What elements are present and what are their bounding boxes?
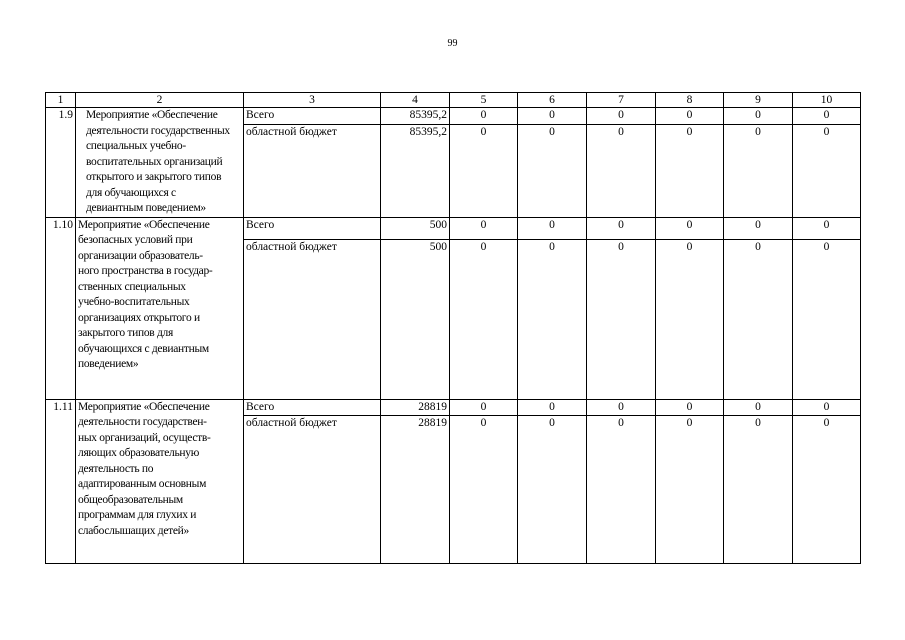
funding-source: Всего <box>244 399 381 416</box>
amount-cell: 0 <box>793 108 861 125</box>
amount-cell: 0 <box>656 124 724 217</box>
column-header: 7 <box>587 93 656 108</box>
amount-cell: 0 <box>656 399 724 416</box>
amount-cell: 0 <box>724 416 793 564</box>
amount-cell: 0 <box>518 217 587 239</box>
amount-cell: 0 <box>450 124 518 217</box>
column-header-row <box>46 93 861 108</box>
row-number: 1.9 <box>46 108 76 218</box>
amount-cell: 0 <box>450 217 518 239</box>
budget-table <box>45 92 861 564</box>
amount-cell: 500 <box>381 239 450 399</box>
funding-source: областной бюджет <box>244 124 381 217</box>
amount-cell: 0 <box>518 239 587 399</box>
column-header: 5 <box>450 93 518 108</box>
column-header: 9 <box>724 93 793 108</box>
amount-cell: 0 <box>587 124 656 217</box>
funding-source: областной бюджет <box>244 416 381 564</box>
amount-cell: 0 <box>656 108 724 125</box>
column-header: 2 <box>76 93 244 108</box>
funding-source: Всего <box>244 217 381 239</box>
amount-cell: 0 <box>587 239 656 399</box>
table-row <box>46 217 861 239</box>
amount-cell: 0 <box>518 399 587 416</box>
amount-cell: 0 <box>518 124 587 217</box>
amount-cell: 0 <box>793 399 861 416</box>
amount-cell: 0 <box>518 108 587 125</box>
column-header: 6 <box>518 93 587 108</box>
amount-cell: 0 <box>724 399 793 416</box>
amount-cell: 85395,2 <box>381 108 450 125</box>
column-header: 4 <box>381 93 450 108</box>
amount-cell: 500 <box>381 217 450 239</box>
amount-cell: 0 <box>656 239 724 399</box>
amount-cell: 28819 <box>381 416 450 564</box>
amount-cell: 85395,2 <box>381 124 450 217</box>
funding-source: областной бюджет <box>244 239 381 399</box>
amount-cell: 0 <box>724 108 793 125</box>
table-row <box>46 108 861 125</box>
amount-cell: 0 <box>450 399 518 416</box>
table-row <box>46 399 861 416</box>
amount-cell: 0 <box>587 399 656 416</box>
row-description: Мероприятие «Обеспечение безопасных условий при организации образователь- ного пространства в государ- ственных специальных учебно-воспитательных организациях открытого и закрытого типов для обучающихся с девиантным поведением» <box>76 217 244 399</box>
row-description: Мероприятие «Обеспечение деятельности государствен- ных организаций, осуществ- ляющих образовательную деятельность по адаптированным основным общеобразовательным программам для глухих и слабослышащих детей» <box>76 399 244 564</box>
column-header: 1 <box>46 93 76 108</box>
amount-cell: 0 <box>724 239 793 399</box>
column-header: 8 <box>656 93 724 108</box>
page-number: 99 <box>447 38 458 49</box>
row-number: 1.11 <box>46 399 76 564</box>
amount-cell: 0 <box>587 416 656 564</box>
amount-cell: 0 <box>450 239 518 399</box>
amount-cell: 28819 <box>381 399 450 416</box>
amount-cell: 0 <box>724 124 793 217</box>
amount-cell: 0 <box>656 416 724 564</box>
amount-cell: 0 <box>656 217 724 239</box>
row-description: Мероприятие «Обеспечение деятельности государственных специальных учебно- воспитательных организаций открытого и закрытого типов для обучающихся с девиантным поведением» <box>76 108 244 218</box>
amount-cell: 0 <box>450 416 518 564</box>
amount-cell: 0 <box>793 416 861 564</box>
amount-cell: 0 <box>587 108 656 125</box>
amount-cell: 0 <box>793 239 861 399</box>
amount-cell: 0 <box>793 124 861 217</box>
amount-cell: 0 <box>724 217 793 239</box>
amount-cell: 0 <box>450 108 518 125</box>
amount-cell: 0 <box>587 217 656 239</box>
column-header: 3 <box>244 93 381 108</box>
amount-cell: 0 <box>793 217 861 239</box>
row-number: 1.10 <box>46 217 76 399</box>
column-header: 10 <box>793 93 861 108</box>
amount-cell: 0 <box>518 416 587 564</box>
funding-source: Всего <box>244 108 381 125</box>
